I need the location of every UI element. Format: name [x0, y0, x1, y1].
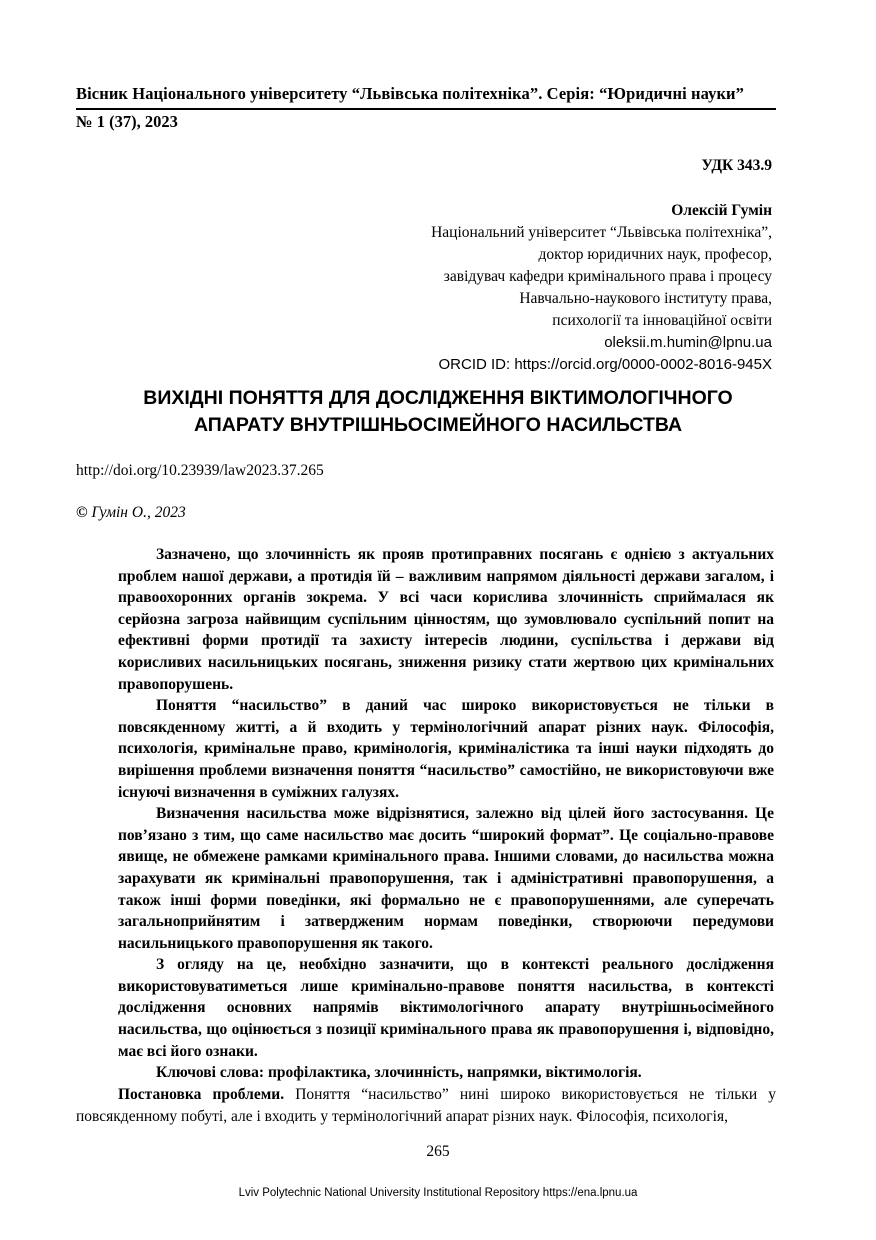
author-orcid[interactable]: ORCID ID: https://orcid.org/0000-0002-8016-945X: [438, 356, 772, 373]
body-section: [76, 1084, 776, 1128]
copyright-text: Гумін О., 2023: [91, 504, 186, 521]
doi-link[interactable]: http://doi.org/10.23939/law2023.37.265: [76, 462, 324, 479]
page-number: 265: [426, 1143, 450, 1160]
author-block: [431, 200, 772, 376]
copyright-line: [76, 504, 186, 522]
udc-code: УДК 343.9: [701, 157, 772, 174]
body-paragraph: [76, 1084, 776, 1128]
journal-title: Вісник Національного університету “Львівська політехніка”. Серія: “Юридичні науки”: [76, 84, 745, 103]
affiliation-line: психології та інноваційної освіти: [552, 312, 772, 329]
body-paragraph-text: Поняття “насильство” нині широко використовується не тільки у повсякденному побуті, але і входить у термінологічний апарат різних наук. Філософія, психологія,: [76, 1086, 776, 1125]
abstract-paragraph: Визначення насильства може відрізнятися, залежно від цілей його застосування. Це пов’язано з тим, що саме насильство має досить “широкий формат”. Це соціально-правове явище, не обмежене рамками кримінального права. Іншими словами, до насильства можна зарахувати як кримінальні правопорушення, так і адміністративні правопорушення, а також інші форми поведінки, які формально не є правопорушеннями, але суперечать загальноприйнятим і затвердженим нормам поведінки, створюючи передумови насильницького правопорушення як такого.: [118, 805, 774, 952]
author-name: Олексій Гумін: [671, 202, 772, 219]
affiliation-line: Навчально-наукового інституту права,: [519, 290, 772, 307]
article-title-line: ВИХІДНІ ПОНЯТТЯ ДЛЯ ДОСЛІДЖЕННЯ ВІКТИМОЛОГІЧНОГО: [143, 387, 733, 409]
abstract-paragraph: Поняття “насильство” в даний час широко використовується не тільки в повсякденному житті, а й входить у термінологічний апарат різних наук. Філософія, психологія, кримінальне право, кримінологія, криміналістика та інші науки підходять до вирішення проблеми визначення поняття “насильство” самостійно, не використовуючи вже існуючі визначення в суміжних галузях.: [118, 697, 774, 801]
keywords: Ключові слова: профілактика, злочинність, напрямки, віктимологія.: [156, 1064, 642, 1082]
affiliation-line: доктор юридичних наук, професор,: [538, 246, 772, 263]
abstract: [118, 544, 774, 1084]
copyright-symbol: ©: [76, 504, 88, 521]
issue-number: № 1 (37), 2023: [76, 112, 178, 131]
section-heading: Постановка проблеми.: [118, 1086, 285, 1103]
article-title: [76, 385, 800, 439]
affiliation-line: завідувач кафедри кримінального права і процесу: [443, 268, 772, 285]
repository-footer: Lviv Polytechnic National University Institutional Repository https://ena.lpnu.ua: [238, 1187, 638, 1199]
abstract-paragraph: Зазначено, що злочинність як прояв протиправних посягань є однією з актуальних проблем нашої держави, а протидія їй – важливим напрямом діяльності держави загалом, і правоохоронних органів зокрема. У всі часи корислива злочинність сприймалася як серйозна загроза найвищим суспільним цінностям, що зумовлювало суспільний попит на ефективні форми протидії та захисту інтересів людини, суспільства і держави від корисливих насильницьких посягань, зниження ризику стати жертвою цих кримінальних правопорушень.: [118, 546, 774, 693]
article-title-line: АПАРАТУ ВНУТРІШНЬОСІМЕЙНОГО НАСИЛЬСТВА: [193, 414, 683, 436]
author-email[interactable]: oleksii.m.humin@lpnu.ua: [604, 334, 772, 351]
abstract-paragraph: З огляду на це, необхідно зазначити, що в контексті реального дослідження використовуватиметься лише кримінально-правове поняття насильства, в контексті дослідження основних напрямів віктимологічного апарату внутрішньосімейного насильства, що оцінюється з позиції кримінального права як правопорушення і, відповідно, має всі його ознаки.: [118, 956, 774, 1060]
header-divider: [76, 108, 776, 110]
affiliation-line: Національний університет “Львівська політехніка”,: [431, 224, 772, 241]
